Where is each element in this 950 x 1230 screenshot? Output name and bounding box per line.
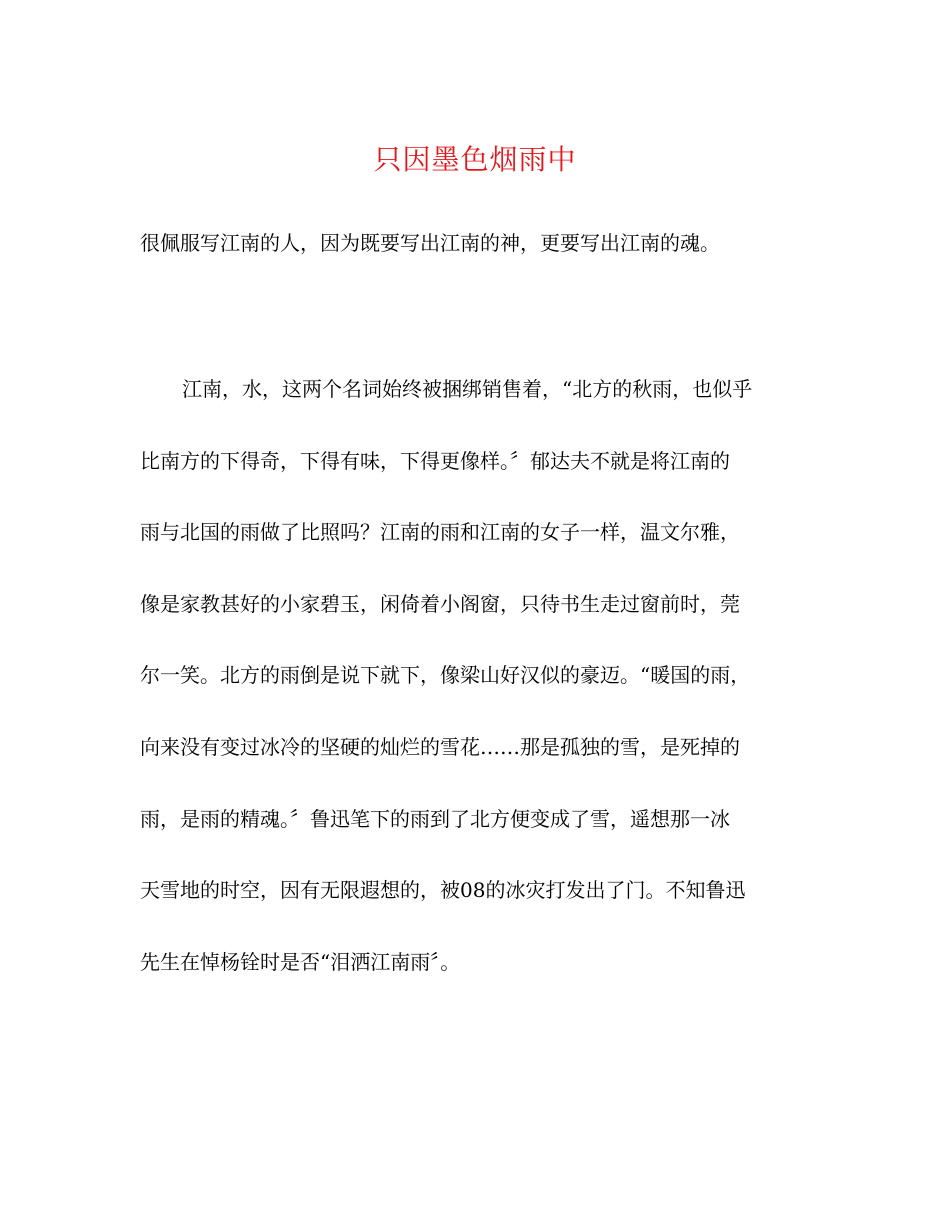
paragraph-line: 尔一笑。北方的雨倒是说下就下，像梁山好汉似的豪迈。“暖国的雨， <box>140 663 751 688</box>
paragraph-line: 向来没有变过冰冷的坚硬的灿烂的雪花……那是孤独的雪，是死掉的 <box>140 734 740 759</box>
paragraph-line: 像是家教甚好的小家碧玉，闲倚着小阁窗，只待书生走过窗前时，莞 <box>140 591 740 616</box>
paragraph-line: 比南方的下得奇，下得有味，下得更像样。〞郁达夫不就是将江南的 <box>140 448 730 473</box>
document-title: 只因墨色烟雨中 <box>373 143 577 176</box>
paragraph-line: 先生在悼杨铨时是否“泪洒江南雨〞。 <box>140 949 461 974</box>
paragraph-line: 天雪地的时空，因有无限遐想的，被08的冰灾打发出了门。不知鲁迅 <box>140 878 746 903</box>
paragraph-line: 雨与北国的雨做了比照吗？江南的雨和江南的女子一样，温文尔雅， <box>140 520 740 545</box>
intro-paragraph: 很佩服写江南的人，因为既要写出江南的神，更要写出江南的魂。 <box>140 231 720 255</box>
body-paragraph <box>140 373 820 1017</box>
paragraph-line: 雨，是雨的精魂。〞鲁迅笔下的雨到了北方便变成了雪，遥想那一冰 <box>140 806 730 831</box>
paragraph-line: 江南，水，这两个名词始终被捆绑销售着，“北方的秋雨，也似乎 <box>182 377 753 401</box>
